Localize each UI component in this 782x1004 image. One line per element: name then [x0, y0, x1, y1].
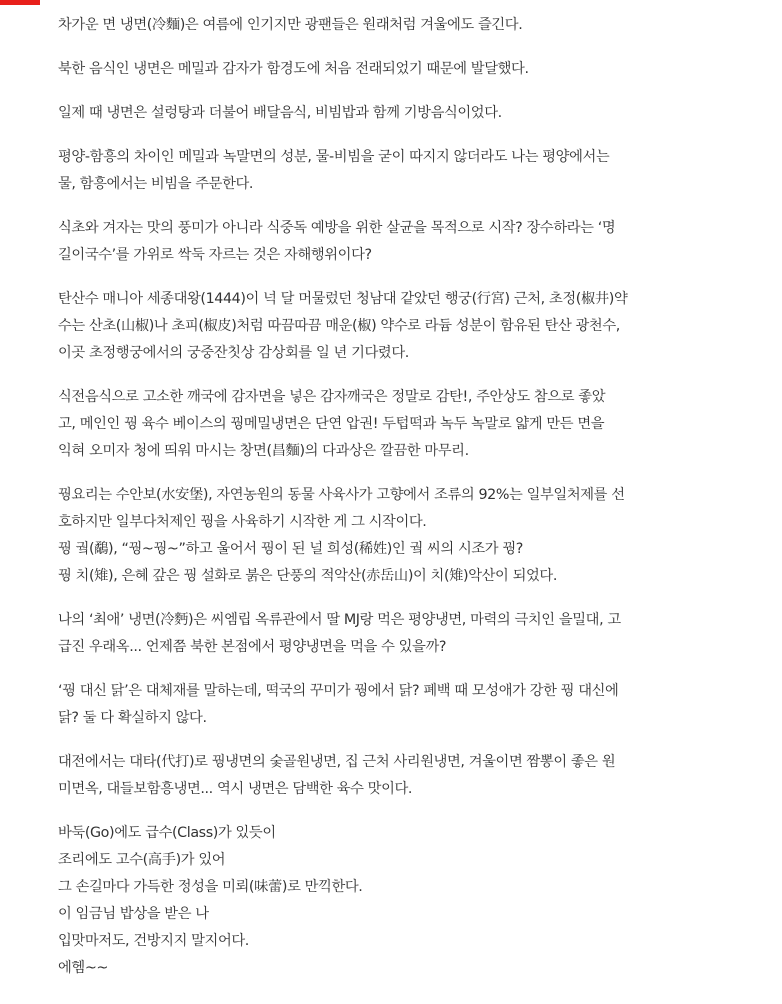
verse-line: 입맛마저도, 건방지지 말지어다. — [58, 933, 249, 949]
verse-line: 조리에도 고수(高手)가 있어 — [58, 852, 226, 868]
text-line: 꿩 궠(鷸), “꿩~꿩~”하고 울어서 꿩이 된 널 희성(稀姓)인 궠 씨의 시조가 꿩? — [58, 541, 523, 557]
text-line: 평양-함흥의 차이인 메밀과 녹말면의 성분, 물-비빔을 굳이 따지지 않더라도 나는 평양에서는 — [58, 149, 610, 165]
text-line: 익혀 오미자 청에 띄워 마시는 창면(昌麵)의 다과상은 깔끔한 마무리. — [58, 443, 469, 459]
paragraph-8 — [58, 482, 748, 590]
paragraph-2 — [58, 56, 748, 83]
paragraph-6 — [58, 286, 748, 367]
paragraph-7 — [58, 384, 748, 465]
text-line: 꿩요리는 수안보(水安堡), 자연농원의 동물 사육사가 고향에서 조류의 92%는 일부일처제를 선 — [58, 487, 625, 503]
text-line: ‘꿩 대신 닭’은 대체재를 말하는데, 떡국의 꾸미가 꿩에서 닭? 폐백 때 모성애가 강한 꿩 대신에 — [58, 683, 619, 699]
paragraph-4 — [58, 144, 748, 198]
text-line: 물, 함흥에서는 비빔을 주문한다. — [58, 176, 254, 192]
article-body — [58, 12, 748, 982]
text-line: 급진 우래옥... 언제쯤 북한 본점에서 평양냉면을 먹을 수 있을까? — [58, 639, 447, 655]
closing-verse — [58, 820, 748, 982]
text-line: 고, 메인인 꿩 육수 베이스의 꿩메밀냉면은 단연 압권! 두텁떡과 녹두 녹말로 얇게 만든 면을 — [58, 416, 605, 432]
text-line: 식초와 겨자는 맛의 풍미가 아니라 식중독 예방을 위한 살균을 목적으로 시작? 장수하라는 ‘명 — [58, 220, 616, 236]
text-line: 탄산수 매니아 세종대왕(1444)이 넉 달 머물렀던 청남대 같았던 행궁(行宮) 근처, 초정(椒井)약 — [58, 291, 628, 307]
verse-line: 에헴~~ — [58, 960, 108, 976]
text-line: 일제 때 냉면은 설렁탕과 더불어 배달음식, 비빔밥과 함께 기방음식이었다. — [58, 105, 502, 121]
paragraph-3 — [58, 100, 748, 127]
text-line: 닭? 둘 다 확실하지 않다. — [58, 710, 207, 726]
verse-line: 바둑(Go)에도 급수(Class)가 있듯이 — [58, 825, 276, 841]
text-line: 나의 ‘최애’ 냉면(冷麪)은 씨엠립 옥류관에서 딸 MJ랑 먹은 평양냉면, 마력의 극치인 을밀대, 고 — [58, 612, 621, 628]
verse-line: 그 손길마다 가득한 정성을 미뢰(味蕾)로 만끽한다. — [58, 879, 363, 895]
text-line: 북한 음식인 냉면은 메밀과 감자가 함경도에 처음 전래되었기 때문에 발달했다. — [58, 61, 529, 77]
paragraph-5 — [58, 215, 748, 269]
verse-line: 이 임금님 밥상을 받은 나 — [58, 906, 209, 922]
text-line: 차가운 면 냉면(冷麵)은 여름에 인기지만 광팬들은 원래처럼 겨울에도 즐긴다. — [58, 17, 523, 33]
text-line: 이곳 초정행궁에서의 궁중잔칫상 감상회를 일 년 기다렸다. — [58, 345, 409, 361]
text-line: 식전음식으로 고소한 깨국에 감자면을 넣은 감자깨국은 정말로 감탄!, 주안상도 참으로 좋았 — [58, 389, 606, 405]
text-line: 길이국수’를 가위로 싹둑 자르는 것은 자해행위이다? — [58, 247, 372, 263]
text-line: 호하지만 일부다처제인 꿩을 사육하기 시작한 게 그 시작이다. — [58, 514, 427, 530]
paragraph-10 — [58, 678, 748, 732]
paragraph-9 — [58, 607, 748, 661]
accent-bar — [0, 0, 40, 5]
text-line: 대전에서는 대타(代打)로 꿩냉면의 숯골원냉면, 집 근처 사리원냉면, 겨울이면 짬뽕이 좋은 원 — [58, 754, 616, 770]
paragraph-11 — [58, 749, 748, 803]
text-line: 수는 산초(山椒)나 초피(椒皮)처럼 따끔따끔 매운(椒) 약수로 라듐 성분이 함유된 탄산 광천수, — [58, 318, 620, 334]
paragraph-1 — [58, 12, 748, 39]
text-line: 꿩 치(雉), 은혜 갚은 꿩 설화로 붉은 단풍의 적악산(赤岳山)이 치(雉)악산이 되었다. — [58, 568, 557, 584]
text-line: 미면옥, 대들보함흥냉면... 역시 냉면은 담백한 육수 맛이다. — [58, 781, 413, 797]
